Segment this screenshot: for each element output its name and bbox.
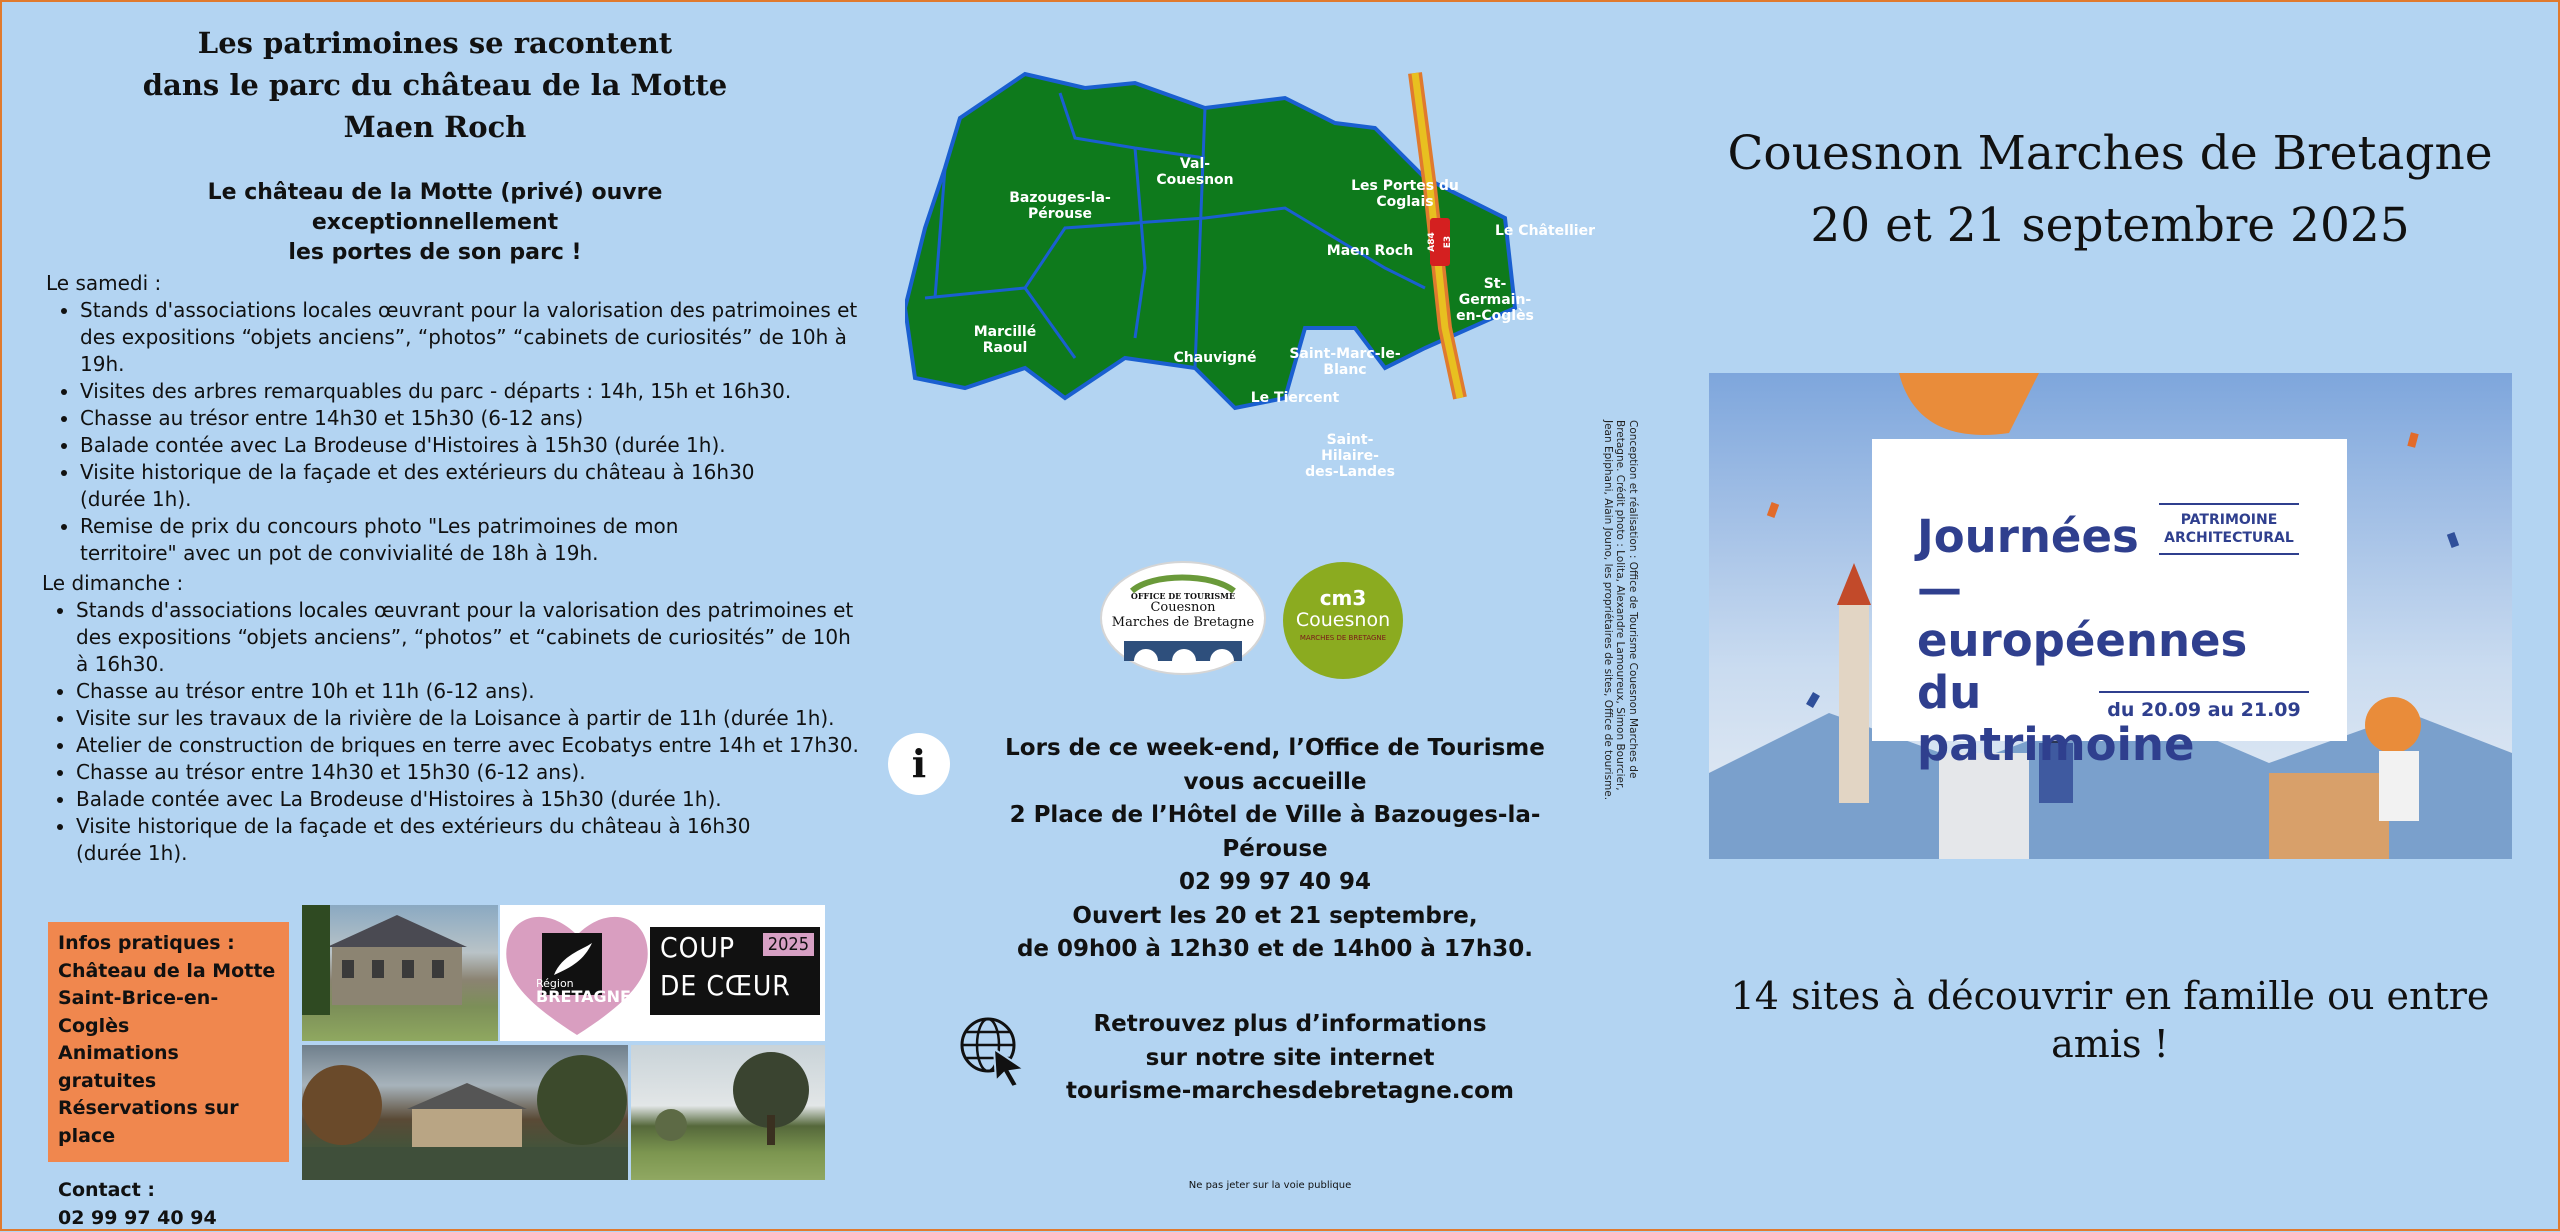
saturday-program — [46, 270, 866, 567]
info-line: Réservations sur place — [58, 1095, 279, 1150]
office-info — [965, 732, 1585, 967]
main-title-line2: 20 et 21 septembre 2025 — [1680, 190, 2540, 262]
office-tourisme-logo — [1102, 563, 1264, 673]
contact-phone: 02 99 97 40 94 — [58, 1205, 279, 1232]
office-line: Lors de ce week-end, l’Office de Tourisme vous accueille — [965, 732, 1585, 799]
list-item: • Balade contée avec La Brodeuse d'Histoires à 15h30 (durée 1h). — [76, 786, 866, 813]
chateau-illustration — [302, 905, 498, 1041]
website-link[interactable]: tourisme-marchesdebretagne.com — [1040, 1075, 1540, 1109]
poster-title-line: —européennes — [1917, 563, 2217, 667]
map-label-val-couesnon: Val-Couesnon — [1155, 156, 1235, 188]
web-line: Retrouvez plus d’informations — [1040, 1008, 1540, 1042]
poster-tag-line: ARCHITECTURAL — [2159, 529, 2299, 547]
tree-illustration — [631, 1045, 825, 1180]
list-item: • Visite historique de la façade et des extérieurs du château à 16h30 (durée 1h). — [76, 813, 756, 867]
credits-vertical: Conception et réalisation : Office de Tourisme Couesnon Marches de Bretagne. Crédit photo : Lolita, Alexandre Lamoureux, Simon Bourcier, Jean Epiphani, Alain Jouno, les propriétaires de sites, Office de tourisme. — [1605, 420, 1639, 810]
contact-label: Contact : — [58, 1177, 279, 1205]
office-line: 02 99 97 40 94 — [965, 866, 1585, 900]
left-subtitle-line: les portes de son parc ! — [100, 238, 770, 268]
poster-tag-line: PATRIMOINE — [2159, 511, 2299, 529]
map-label-portes-coglais: Les Portes du Coglais — [1325, 178, 1485, 210]
park-tree-photo — [631, 1045, 825, 1180]
list-item: • Visite historique de la façade et des extérieurs du château à 16h30 (durée 1h). — [80, 459, 760, 513]
map-label-marcille: Marcillé Raoul — [950, 324, 1060, 356]
coup-year: 2025 — [763, 933, 814, 956]
main-title-line1: Couesnon Marches de Bretagne — [1680, 118, 2540, 190]
map-label-bazouges: Bazouges-la-Pérouse — [1005, 190, 1115, 222]
website-info — [1040, 1008, 1540, 1109]
territory-map — [905, 68, 1615, 508]
left-title — [130, 22, 740, 148]
chateau-pond-photo — [302, 1045, 628, 1180]
web-line: sur notre site internet — [1040, 1042, 1540, 1076]
left-subtitle-line: Le château de la Motte (privé) ouvre exceptionnellement — [100, 178, 770, 238]
region-logo — [536, 977, 631, 1005]
info-icon: i — [888, 733, 950, 795]
left-title-line: dans le parc du château de la Motte — [130, 64, 740, 106]
coup-line2: DE CŒUR — [660, 969, 791, 1002]
heart-icon — [502, 905, 652, 1041]
sunday-program — [42, 570, 866, 867]
left-title-line: Maen Roch — [130, 106, 740, 148]
practical-info-box — [48, 922, 289, 1162]
list-item: • Balade contée avec La Brodeuse d'Histoires à 15h30 (durée 1h). — [80, 432, 866, 459]
list-item: • Stands d'associations locales œuvrant pour la valorisation des patrimoines et des expositions “objets anciens”, “photos” “cabinets de curiosités” de 10h à 19h. — [80, 297, 866, 378]
list-item: • Stands d'associations locales œuvrant pour la valorisation des patrimoines et des expositions “objets anciens”, “photos” et “cabinets de curiosités” de 10h à 16h30. — [76, 597, 866, 678]
globe-icon — [958, 1015, 1030, 1091]
chateau-photo — [302, 905, 498, 1041]
info-line: Château de la Motte — [58, 958, 279, 986]
tagline: 14 sites à découvrir en famille ou entre amis ! — [1680, 972, 2540, 1068]
couesnon-logo — [1283, 562, 1403, 679]
coup-label-box — [650, 927, 820, 1015]
map-label-maen-roch: Maen Roch — [1315, 243, 1425, 259]
office-logo-name — [1102, 600, 1264, 630]
region-name: BRETAGNE — [536, 987, 631, 1006]
list-item: • Chasse au trésor entre 10h et 11h (6-12 ans). — [76, 678, 866, 705]
list-item: • Visites des arbres remarquables du parc - départs : 14h, 15h et 16h30. — [80, 378, 866, 405]
office-logo-line2: Marches de Bretagne — [1102, 615, 1264, 630]
list-item: • Remise de prix du concours photo "Les patrimoines de mon territoire" avec un pot de convivialité de 18h à 19h. — [80, 513, 770, 567]
list-item: • Visite sur les travaux de la rivière de la Loisance à partir de 11h (durée 1h). — [76, 705, 866, 732]
office-logo-line1: Couesnon — [1102, 600, 1264, 615]
couesnon-mark: cm3 — [1283, 586, 1403, 610]
pond-illustration — [302, 1045, 628, 1180]
map-label-tiercent: Le Tiercent — [1245, 390, 1345, 406]
coup-line1: COUP — [660, 931, 735, 964]
saturday-label: Le samedi : — [46, 270, 866, 297]
sunday-list — [42, 597, 866, 867]
couesnon-small: MARCHES DE BRETAGNE — [1283, 634, 1403, 642]
coup-de-coeur-badge — [500, 905, 825, 1041]
office-line: de 09h00 à 12h30 et de 14h00 à 17h30. — [965, 933, 1585, 967]
couesnon-name: Couesnon — [1283, 609, 1403, 631]
saturday-list — [46, 297, 866, 567]
map-label-chauvigne: Chauvigné — [1170, 350, 1260, 366]
info-line: Saint-Brice-en-Coglès — [58, 985, 279, 1040]
poster-tag — [2159, 503, 2299, 555]
info-line: Animations gratuites — [58, 1040, 279, 1095]
sunday-label: Le dimanche : — [42, 570, 866, 597]
map-label-chatellier: Le Châtellier — [1485, 223, 1605, 239]
info-line: Infos pratiques : — [58, 930, 279, 958]
office-line: Ouvert les 20 et 21 septembre, — [965, 900, 1585, 934]
list-item: • Chasse au trésor entre 14h30 et 15h30 (6-12 ans) — [80, 405, 866, 432]
region-small: Région — [536, 977, 631, 990]
map-road-label: A84 E3 — [1424, 226, 1456, 258]
left-title-line: Les patrimoines se racontent — [130, 22, 740, 64]
poster-title-line: Journées — [1917, 511, 2217, 563]
footer-note: Ne pas jeter sur la voie publique — [1140, 1180, 1400, 1191]
list-item: • Chasse au trésor entre 14h30 et 15h30 (6-12 ans). — [76, 759, 866, 786]
jep-poster — [1709, 373, 2512, 859]
map-label-saint-hilaire: Saint-Hilaire-des-Landes — [1305, 432, 1395, 480]
list-item: • Atelier de construction de briques en terre avec Ecobatys entre 14h et 17h30. — [76, 732, 866, 759]
left-subtitle — [100, 178, 770, 268]
main-title — [1680, 118, 2540, 262]
poster-dates: du 20.09 au 21.09 — [2099, 691, 2309, 721]
map-label-st-germain: St-Germain-en-Coglès — [1450, 276, 1540, 324]
map-label-saint-marc: Saint-Marc-le-Blanc — [1270, 346, 1420, 378]
office-line: 2 Place de l’Hôtel de Ville à Bazouges-la-Pérouse — [965, 799, 1585, 866]
poster-title-line: du patrimoine — [1917, 667, 2217, 771]
office-logo-small: OFFICE DE TOURISME — [1102, 591, 1264, 601]
